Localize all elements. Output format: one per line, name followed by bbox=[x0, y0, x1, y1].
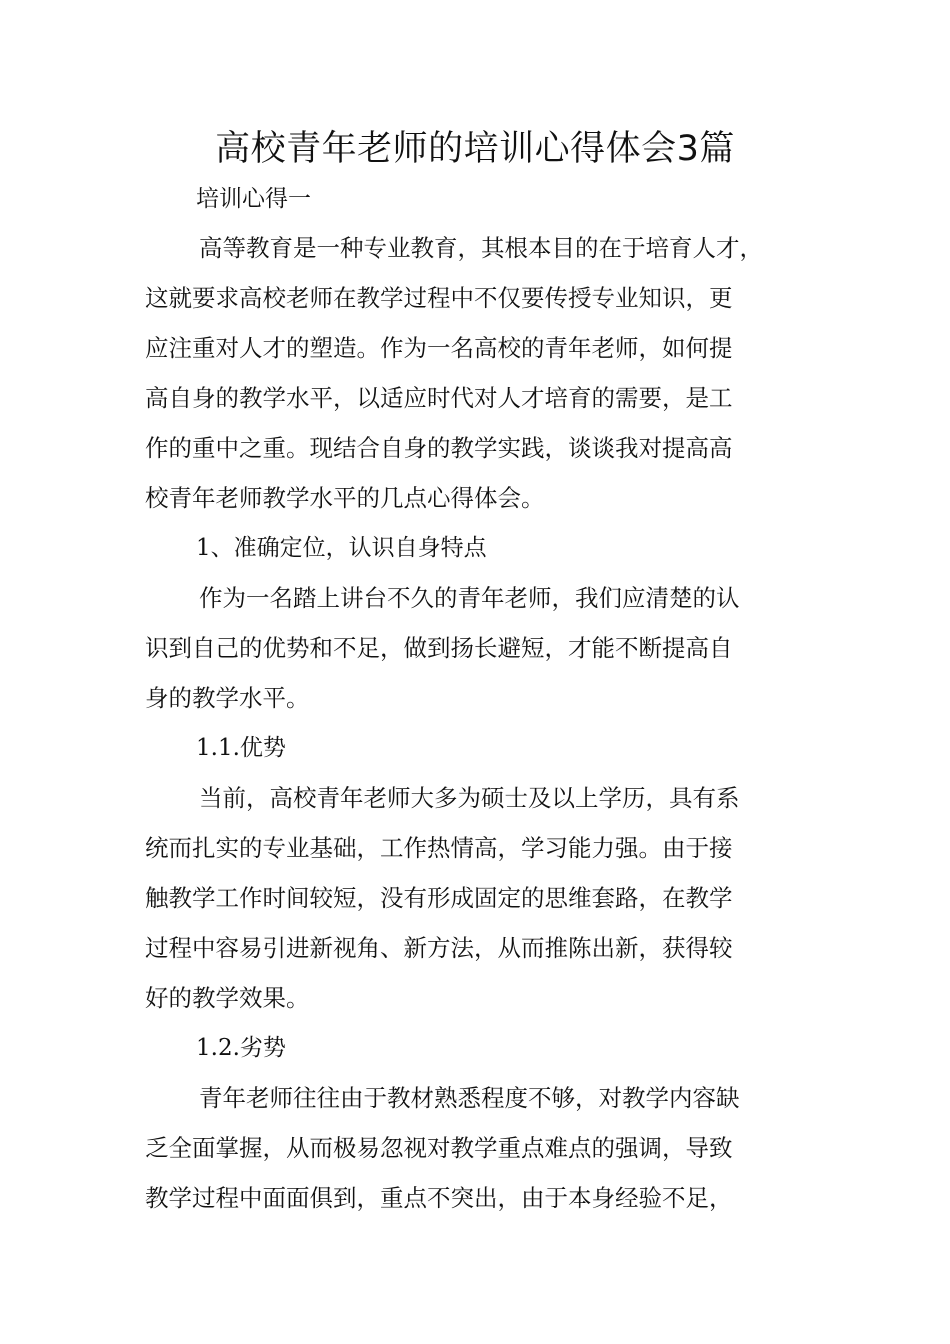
paragraph-line: 过程中容易引进新视角、新方法，从而推陈出新，获得较 bbox=[145, 934, 733, 962]
subheading-1-2: 1.2.劣势 bbox=[196, 1035, 286, 1061]
paragraph-line: 这就要求高校老师在教学过程中不仅要传授专业知识，更 bbox=[145, 284, 733, 312]
paragraph-line: 触教学工作时间较短，没有形成固定的思维套路，在教学 bbox=[145, 884, 733, 912]
paragraph-line: 作为一名踏上讲台不久的青年老师，我们应清楚的认 bbox=[199, 584, 740, 612]
paragraph-line: 统而扎实的专业基础，工作热情高，学习能力强。由于接 bbox=[145, 834, 733, 862]
paragraph-line: 校青年老师教学水平的几点心得体会。 bbox=[145, 484, 545, 512]
paragraph-line: 应注重对人才的塑造。作为一名高校的青年老师，如何提 bbox=[145, 334, 733, 362]
paragraph-line: 好的教学效果。 bbox=[145, 984, 310, 1012]
paragraph-1 bbox=[145, 223, 763, 523]
section-heading: 培训心得一 bbox=[196, 186, 311, 212]
paragraph-line: 作的重中之重。现结合自身的教学实践，谈谈我对提高高 bbox=[145, 434, 733, 462]
subheading-1: 1、准确定位，认识自身特点 bbox=[196, 535, 487, 561]
paragraph-line: 身的教学水平。 bbox=[145, 684, 310, 712]
paragraph-line: 教学过程中面面俱到，重点不突出，由于本身经验不足， bbox=[145, 1184, 733, 1212]
paragraph-line: 高等教育是一种专业教育，其根本目的在于培育人才， bbox=[199, 234, 763, 262]
paragraph-line: 青年老师往往由于教材熟悉程度不够，对教学内容缺 bbox=[199, 1084, 740, 1112]
paragraph-line: 高自身的教学水平，以适应时代对人才培育的需要，是工 bbox=[145, 384, 733, 412]
paragraph-3 bbox=[145, 773, 740, 1023]
paragraph-line: 乏全面掌握，从而极易忽视对教学重点难点的强调，导致 bbox=[145, 1134, 733, 1162]
subheading-1-1: 1.1.优势 bbox=[196, 735, 286, 761]
paragraph-2 bbox=[145, 573, 740, 723]
paragraph-4 bbox=[145, 1073, 740, 1223]
paragraph-line: 识到自己的优势和不足，做到扬长避短，才能不断提高自 bbox=[145, 634, 733, 662]
paragraph-line: 当前，高校青年老师大多为硕士及以上学历，具有系 bbox=[199, 784, 740, 812]
document-title: 高校青年老师的培训心得体会3篇 bbox=[215, 129, 735, 169]
